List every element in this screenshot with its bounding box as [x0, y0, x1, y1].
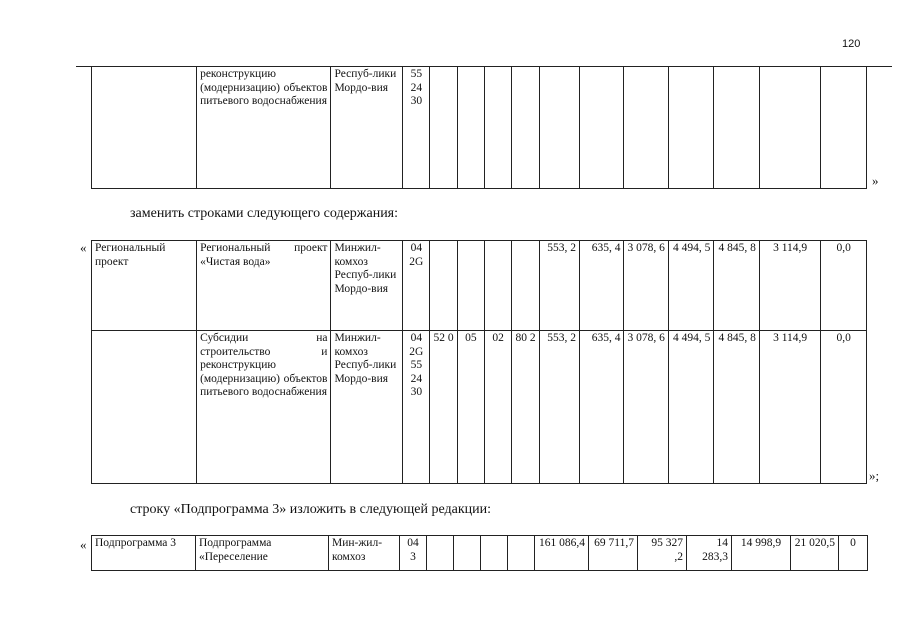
table-row — [92, 241, 867, 331]
cell-value: 4 494, 5 — [668, 241, 713, 331]
cell-code: 04 2G — [403, 241, 430, 331]
cell-name: Региональный проект «Чистая вода» — [197, 241, 331, 331]
cell-value: 69 711,7 — [589, 536, 638, 571]
closing-quote: »; — [869, 468, 880, 483]
cell-value: 0 — [839, 536, 868, 571]
cell-value: 0,0 — [821, 331, 867, 484]
cell — [624, 67, 668, 189]
cell-executor: Мин-жил-комхоз — [329, 536, 400, 571]
cell-value: 553, 2 — [539, 331, 579, 484]
cell — [580, 67, 624, 189]
cell-code: 80 2 — [512, 331, 539, 484]
cell-section: Региональный проект — [92, 241, 197, 331]
cell-value: 553, 2 — [539, 241, 579, 331]
cell-value: 3 114,9 — [759, 241, 821, 331]
cell-value: 21 020,5 — [791, 536, 839, 571]
cell-value: 3 078, 6 — [624, 241, 668, 331]
cell-value: 14 998,9 — [732, 536, 791, 571]
cell — [481, 536, 508, 571]
cell-value: 0,0 — [821, 241, 867, 331]
cell-value: 3 078, 6 — [624, 331, 668, 484]
cell — [457, 67, 484, 189]
cell-executor: Минжил-комхоз Респуб-лики Мордо-вия — [331, 241, 403, 331]
table-row — [92, 331, 867, 484]
cell — [427, 536, 454, 571]
cell-code: 02 — [485, 331, 512, 484]
cell — [714, 67, 759, 189]
cell — [485, 241, 512, 331]
opening-quote: « — [80, 537, 87, 552]
cell-section: Подпрограмма 3 — [92, 536, 196, 571]
cell — [759, 67, 821, 189]
cell-code: 04 3 — [400, 536, 427, 571]
table-row — [92, 536, 868, 571]
cell — [430, 67, 457, 189]
instruction-paragraph: строку «Подпрограмма 3» изложить в следующей редакции: — [130, 502, 491, 517]
cell — [668, 67, 713, 189]
cell-value: 14 283,3 — [687, 536, 732, 571]
cell-value: 4 845, 8 — [714, 241, 759, 331]
page-number: 120 — [842, 38, 861, 50]
cell-code: 04 2G 55 24 30 — [403, 331, 430, 484]
cell — [454, 536, 481, 571]
table-replacement — [91, 240, 867, 484]
opening-quote: « — [80, 240, 87, 255]
cell-executor: Минжил-комхоз Респуб-лики Мордо-вия — [331, 331, 403, 484]
cell — [92, 67, 197, 189]
cell — [457, 241, 484, 331]
table-continuation — [91, 66, 867, 189]
cell — [508, 536, 535, 571]
table-row — [92, 67, 867, 189]
cell-name: Субсидии на строительство и реконструкцию (модернизацию) объектов питьевого водоснабжения — [197, 331, 331, 484]
cell-executor: Респуб-лики Мордо-вия — [331, 67, 403, 189]
closing-quote: » — [872, 173, 879, 188]
cell-value: 635, 4 — [580, 241, 624, 331]
cell-value: 4 845, 8 — [714, 331, 759, 484]
cell — [539, 67, 579, 189]
cell-value: 3 114,9 — [759, 331, 821, 484]
cell-value: 635, 4 — [580, 331, 624, 484]
cell-name: реконструкцию (модернизацию) объектов питьевого водоснабжения — [197, 67, 331, 189]
cell-value: 4 494, 5 — [668, 331, 713, 484]
cell-name: Подпрограмма «Переселение — [196, 536, 329, 571]
cell — [92, 331, 197, 484]
table-subprogram — [91, 535, 868, 571]
cell-code: 05 — [457, 331, 484, 484]
cell-code: 52 0 — [430, 331, 457, 484]
cell — [430, 241, 457, 331]
cell — [485, 67, 512, 189]
cell-value: 161 086,4 — [535, 536, 589, 571]
cell-code: 55 24 30 — [403, 67, 430, 189]
cell — [821, 67, 867, 189]
instruction-paragraph: заменить строками следующего содержания: — [130, 206, 399, 221]
cell — [512, 241, 539, 331]
cell-value: 95 327 ,2 — [638, 536, 687, 571]
cell — [512, 67, 539, 189]
